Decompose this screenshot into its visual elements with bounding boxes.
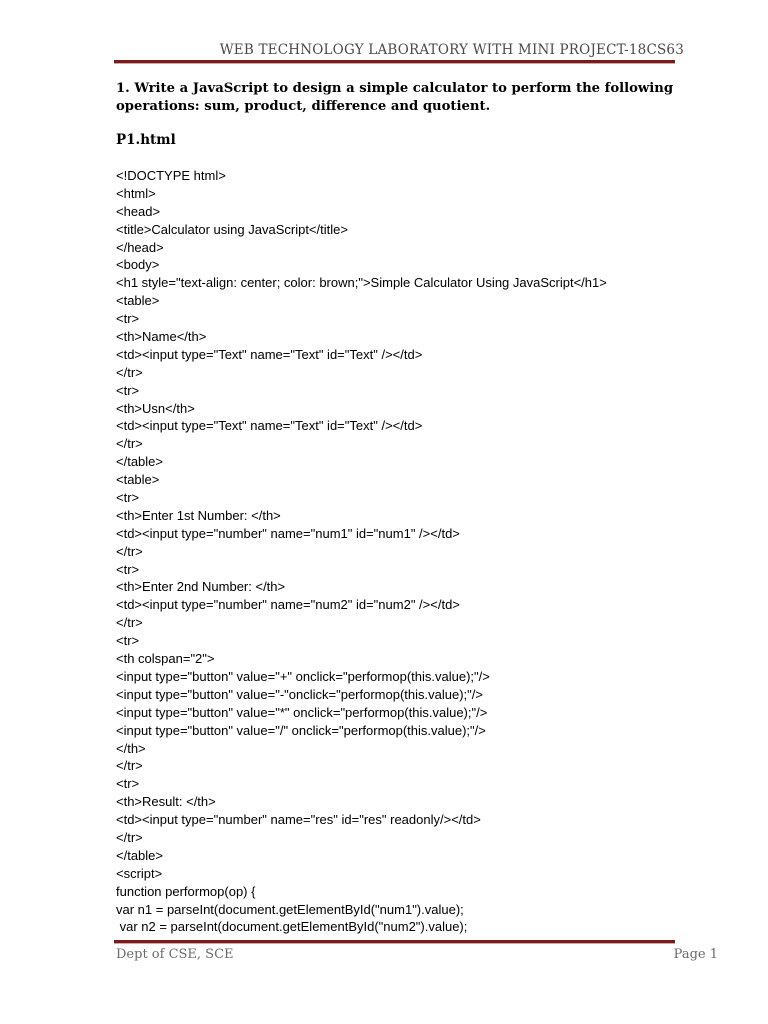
code-line: var n1 = parseInt(document.getElementById("num1").value); xyxy=(116,901,464,917)
code-line: <input type="button" value="-"onclick="performop(this.value);"/> xyxy=(116,686,483,702)
code-line: <table> xyxy=(116,472,160,488)
code-line: </tr> xyxy=(116,758,143,774)
code-listing xyxy=(116,167,696,936)
code-line: </tr> xyxy=(116,436,143,452)
code-line: <th>Name</th> xyxy=(116,329,207,345)
code-line: </th> xyxy=(116,740,146,756)
code-line: <tr> xyxy=(116,382,140,398)
code-line: <tr> xyxy=(116,633,140,649)
code-line: <td><input type="number" name="num1" id="num1" /></td> xyxy=(116,525,460,541)
code-line: <body> xyxy=(116,257,160,273)
header-rule xyxy=(114,60,675,64)
code-line: <td><input type="number" name="res" id="res" readonly/></td> xyxy=(116,812,481,828)
footer-department: Dept of CSE, SCE xyxy=(116,947,234,962)
question-line-2: operations: sum, product, difference and quotient. xyxy=(116,98,491,114)
question-text xyxy=(116,80,676,115)
code-line: <th colspan="2"> xyxy=(116,651,215,667)
code-line: <tr> xyxy=(116,490,140,506)
code-line: </head> xyxy=(116,239,164,255)
code-line: var n2 = parseInt(document.getElementById("num2").value); xyxy=(116,919,468,935)
code-line: <input type="button" value="+" onclick="performop(this.value);"/> xyxy=(116,668,490,684)
code-line: <th>Enter 2nd Number: </th> xyxy=(116,579,286,595)
code-line: <script> xyxy=(116,865,163,881)
code-line: </tr> xyxy=(116,829,143,845)
question-line-1: 1. Write a JavaScript to design a simple calculator to perform the following xyxy=(116,81,674,96)
code-line: </table> xyxy=(116,454,163,470)
code-line: <th>Enter 1st Number: </th> xyxy=(116,507,281,523)
code-line: </tr> xyxy=(116,615,143,631)
code-line: <td><input type="Text" name="Text" id="Text" /></td> xyxy=(116,346,423,362)
code-line: </tr> xyxy=(116,364,143,380)
code-line: <td><input type="Text" name="Text" id="Text" /></td> xyxy=(116,418,423,434)
code-line: function performop(op) { xyxy=(116,883,256,899)
code-line: <input type="button" value="*" onclick="performop(this.value);"/> xyxy=(116,704,488,720)
code-line: <tr> xyxy=(116,776,140,792)
footer-rule xyxy=(114,940,675,944)
code-line: <tr> xyxy=(116,561,140,577)
code-line: <!DOCTYPE html> xyxy=(116,168,226,183)
code-line: <head> xyxy=(116,203,161,219)
file-name-heading: P1.html xyxy=(116,132,176,148)
footer-page-number: Page 1 xyxy=(673,947,718,962)
code-line: <td><input type="number" name="num2" id="num2" /></td> xyxy=(116,597,460,613)
code-line: <input type="button" value="/" onclick="performop(this.value);"/> xyxy=(116,722,486,738)
code-line: </tr> xyxy=(116,543,143,559)
page-header-title: WEB TECHNOLOGY LABORATORY WITH MINI PROJECT-18CS63 xyxy=(219,42,684,58)
code-line: <h1 style="text-align: center; color: brown;">Simple Calculator Using JavaScript</h1> xyxy=(116,275,607,291)
code-line: <html> xyxy=(116,185,156,201)
code-line: <table> xyxy=(116,293,160,309)
code-line: <tr> xyxy=(116,311,140,327)
code-line: </table> xyxy=(116,847,163,863)
code-line: <th>Usn</th> xyxy=(116,400,195,416)
code-line: <title>Calculator using JavaScript</title> xyxy=(116,221,348,237)
code-line: <th>Result: </th> xyxy=(116,794,216,810)
